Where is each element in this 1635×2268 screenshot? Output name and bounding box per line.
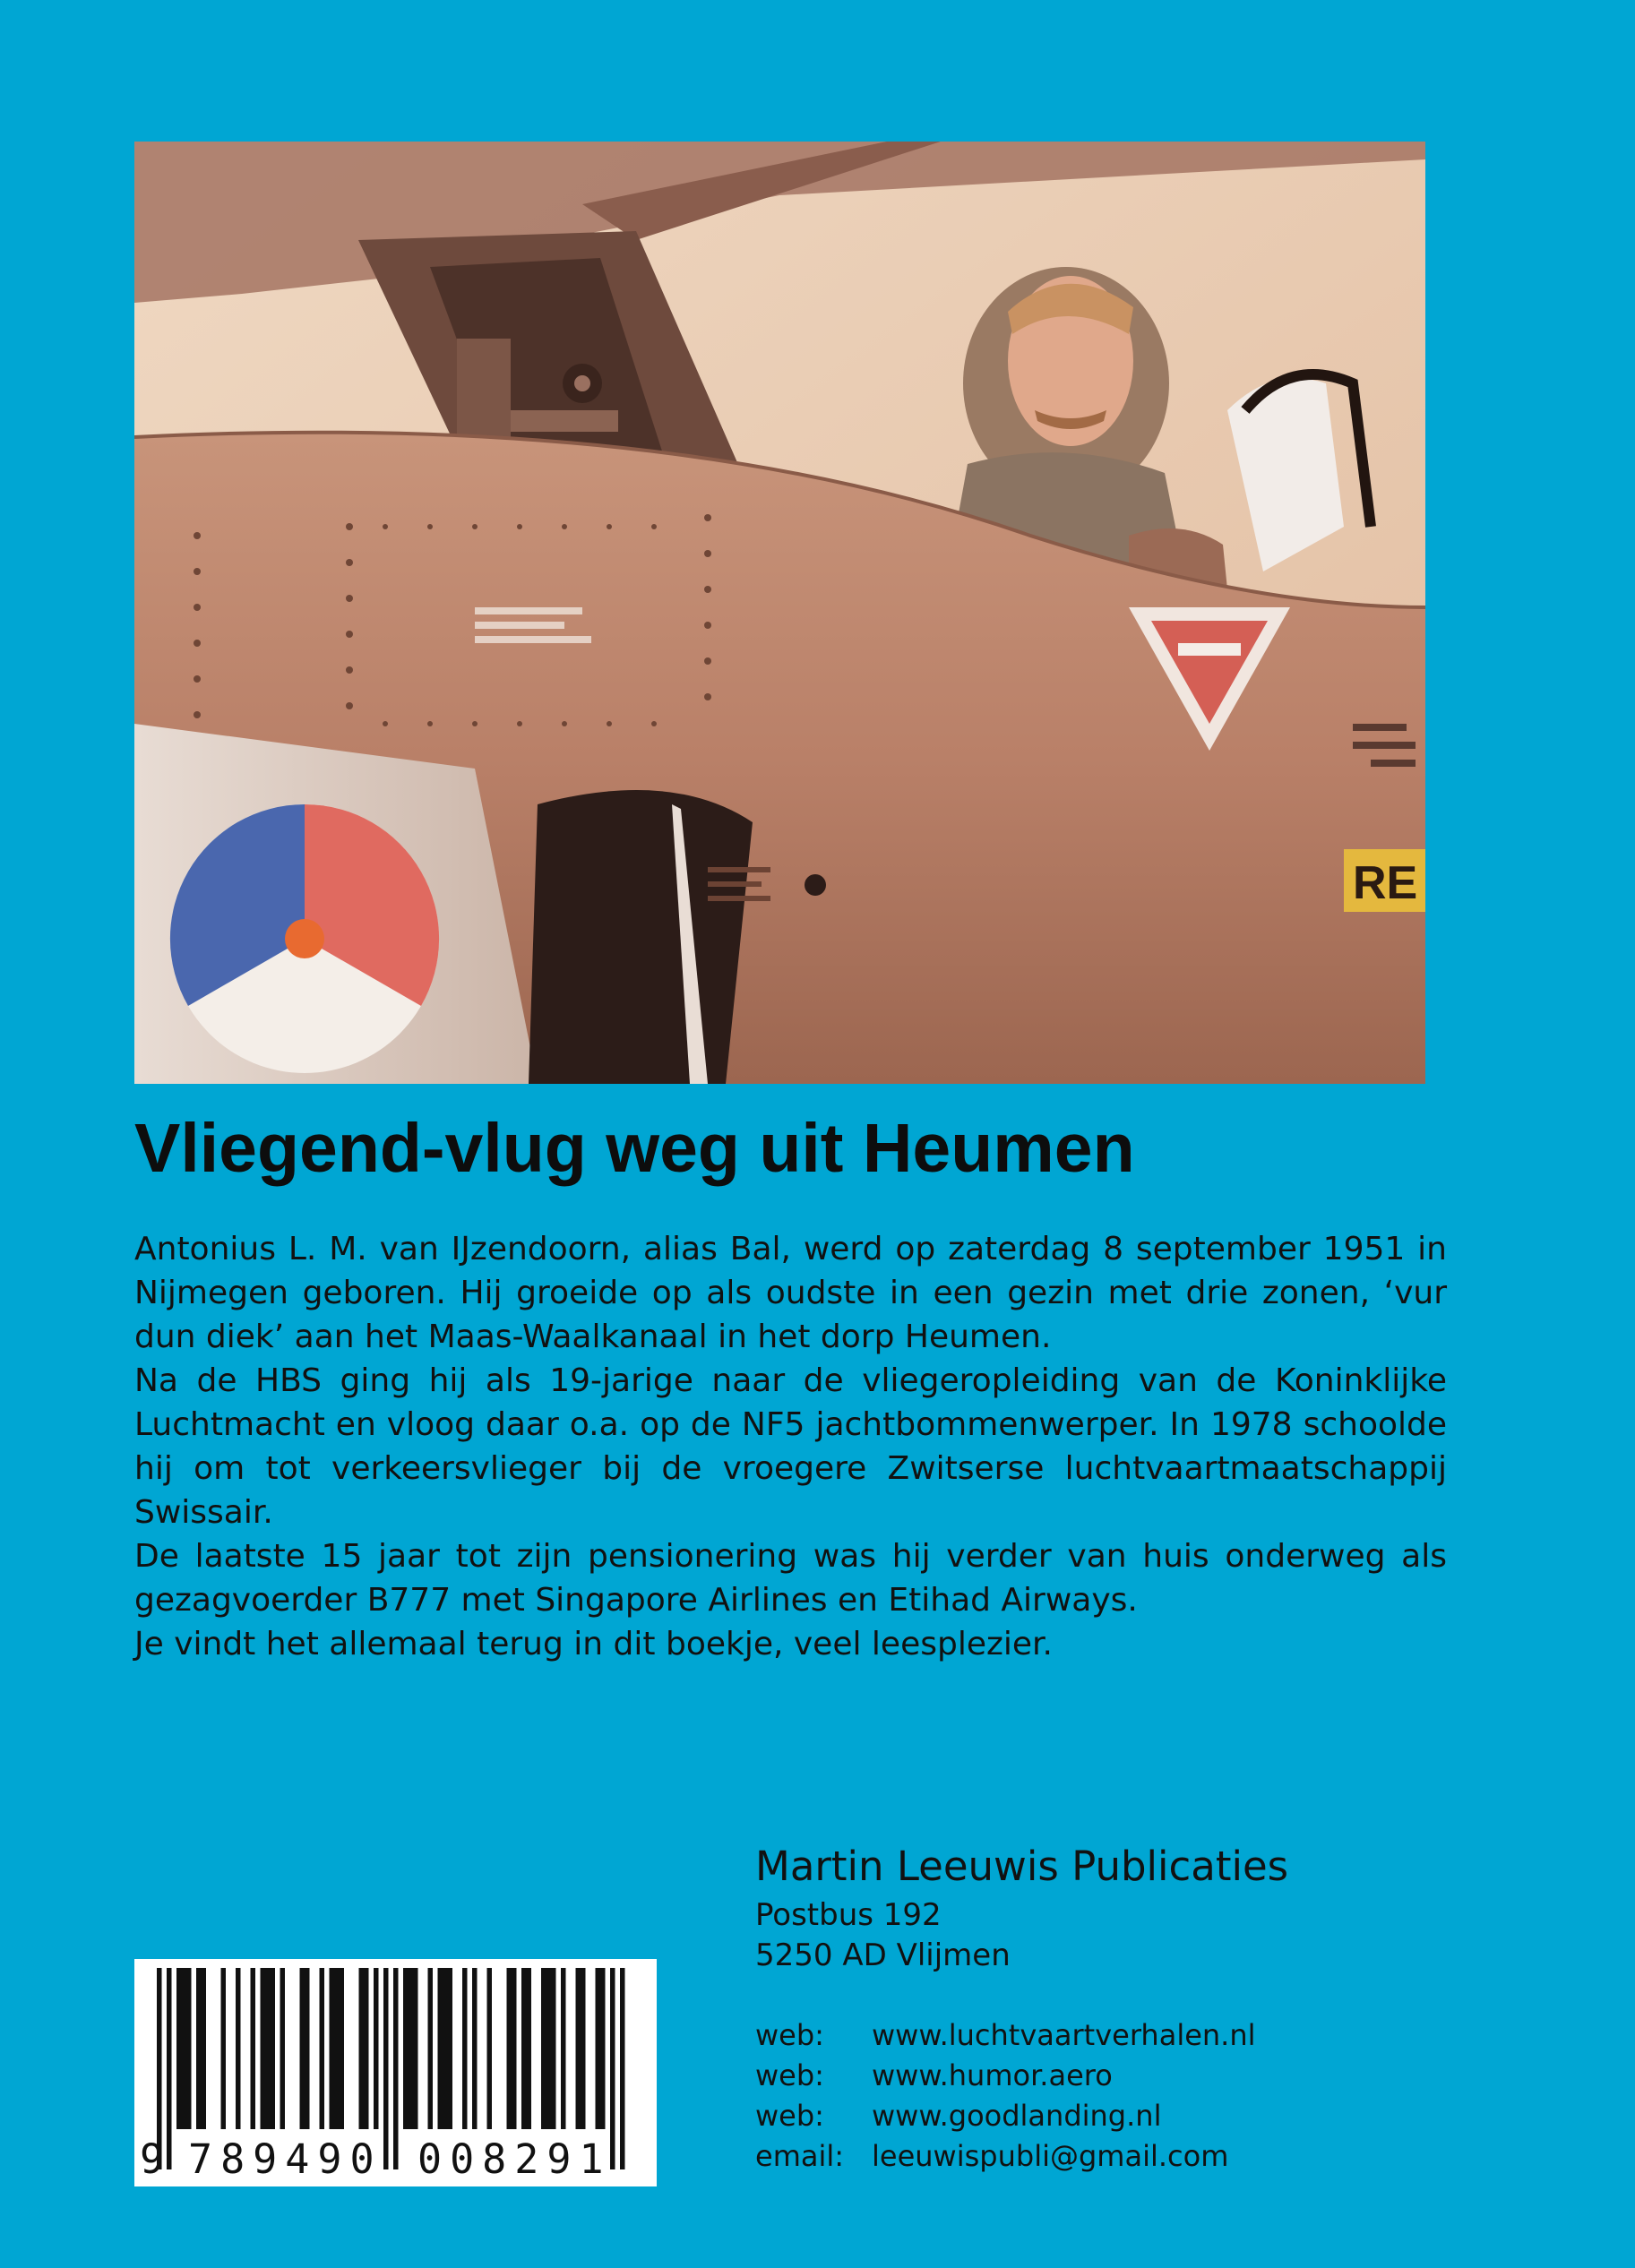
barcode-bar — [448, 1968, 453, 2129]
barcode-bar — [507, 1968, 512, 2129]
barcode-bar — [320, 1968, 325, 2129]
barcode-bar — [236, 1968, 241, 2129]
barcode-bar — [561, 1968, 566, 2129]
publisher-contacts — [755, 2015, 1436, 2177]
barcode-bar — [487, 1968, 493, 2129]
barcode-lead-digit: 9 — [140, 2135, 165, 2183]
barcode-bar — [261, 1968, 266, 2129]
contact-label: email: — [755, 2139, 845, 2173]
barcode-bar — [438, 1968, 443, 2129]
barcode-bar — [581, 1968, 586, 2129]
fighter-jet-cockpit-pilot-photo — [134, 142, 1425, 1084]
barcode-bar — [186, 1968, 192, 2129]
barcode-bar — [271, 1968, 276, 2129]
contact-value-link[interactable]: leeuwispubli@gmail.com — [872, 2139, 1229, 2173]
contact-value-link[interactable]: www.goodlanding.nl — [872, 2099, 1162, 2133]
barcode-bar — [521, 1968, 527, 2129]
barcode-bar — [364, 1968, 369, 2129]
barcode-bar — [462, 1968, 468, 2129]
barcode-bar — [600, 1968, 606, 2129]
description-paragraph: Je vindt het allemaal terug in dit boekje, veel leesplezier. — [134, 1626, 1053, 1662]
barcode-bar — [596, 1968, 601, 2129]
contact-value-link[interactable]: www.humor.aero — [872, 2058, 1113, 2092]
barcode-bar — [176, 1968, 182, 2129]
barcode-bar — [428, 1968, 434, 2129]
contact-row — [755, 2136, 1436, 2177]
publisher-info — [755, 1838, 1436, 2177]
barcode-right-group: 008291 — [417, 2135, 612, 2183]
description-paragraph: Antonius L. M. van IJzendoorn, alias Bal, werd op zaterdag 8 september 1951 in Nijmegen geboren. Hij groeide op als oudste in een gezin met drie zonen, ‘vur dun diek’ aan het Maas-Waalkanaal in het dorp Heumen. — [134, 1231, 1447, 1355]
book-title: Vliegend-vlug weg uit Heumen — [134, 1110, 1135, 1187]
barcode-bar — [576, 1968, 581, 2129]
contact-row — [755, 2015, 1436, 2056]
barcode-bar — [403, 1968, 409, 2129]
contact-row — [755, 2096, 1436, 2136]
publisher-name: Martin Leeuwis Publicaties — [755, 1843, 1289, 1890]
description-paragraph: De laatste 15 jaar tot zijn pensionering was hij verder van huis onderweg als gezagvoerder B777 met Singapore Airlines en Etihad Airways. — [134, 1538, 1447, 1619]
contact-label: web: — [755, 2058, 824, 2092]
barcode-bar — [265, 1968, 271, 2129]
book-description — [134, 1227, 1447, 1666]
barcode-bar — [334, 1968, 340, 2129]
stencil-plate-text: RE — [1353, 857, 1418, 909]
barcode-bar — [340, 1968, 345, 2129]
roundel-icon — [170, 804, 439, 1073]
barcode-bar — [541, 1968, 546, 2129]
publisher-address-line: 5250 AD Vlijmen — [755, 1937, 1011, 1973]
barcode-bar — [359, 1968, 365, 2129]
barcode-bar — [251, 1968, 256, 2129]
barcode-digits — [134, 2135, 657, 2185]
barcode-bar — [527, 1968, 532, 2129]
contact-value-link[interactable]: www.luchtvaartverhalen.nl — [872, 2018, 1256, 2052]
barcode-bar — [202, 1968, 207, 2129]
barcode-bar — [182, 1968, 187, 2129]
barcode-bar — [374, 1968, 379, 2129]
barcode-left-group: 789490 — [188, 2135, 383, 2183]
barcode-bar — [196, 1968, 202, 2129]
barcode-bar — [409, 1968, 414, 2129]
barcode-bar — [305, 1968, 310, 2129]
barcode-bar — [512, 1968, 517, 2129]
barcode-bar — [546, 1968, 552, 2129]
contact-label: web: — [755, 2018, 824, 2052]
contact-label: web: — [755, 2099, 824, 2133]
publisher-address-line: Postbus 192 — [755, 1897, 942, 1933]
barcode-bar — [443, 1968, 448, 2129]
cover-photo — [134, 142, 1425, 1084]
description-paragraph: Na de HBS ging hij als 19-jarige naar de vliegeropleiding van de Koninklijke Luchtmacht en vloog daar o.a. op de NF5 jachtbommenwerper. In 1978 schoolde hij om tot verkeersvlieger bij de vroegere Zwitserse luchtvaartmaatschappij Swissair. — [134, 1362, 1447, 1531]
barcode-bar — [413, 1968, 418, 2129]
barcode-bar — [300, 1968, 305, 2129]
barcode-bar — [280, 1968, 286, 2129]
isbn-barcode — [134, 1959, 657, 2186]
barcode-bar — [221, 1968, 227, 2129]
barcode-bar — [330, 1968, 335, 2129]
contact-row — [755, 2056, 1436, 2096]
barcode-bar — [472, 1968, 478, 2129]
barcode-bar — [551, 1968, 556, 2129]
